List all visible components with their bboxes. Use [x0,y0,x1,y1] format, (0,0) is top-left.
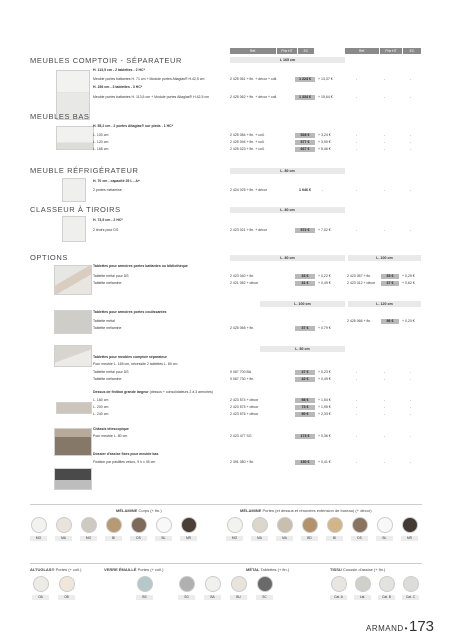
dash: - [356,188,358,192]
options-image-4 [56,402,92,414]
legend-metal [246,567,289,572]
g1-row-1-label: Tablette mélamine [93,281,122,285]
g2-row-0-ec2: + 0,20 € [402,319,415,323]
finish-swatch [30,517,47,541]
swatch-color [403,576,419,592]
classeur-row-1-price: 572 € [295,228,315,233]
legend-verre-title: VERRE ÉMAILLÉ [104,567,137,572]
g6-row-0-ref: 2 391 080 + fin. [230,460,255,464]
g3-row-1-ec: + 0,49 € [318,377,331,381]
dash: - [322,188,324,192]
g2-row-0-label: Tablette métal [93,319,115,323]
dim-options2-left: L. 100 cm [260,301,345,307]
g2-row-1-ref: 2 425 065 + fin. [230,326,255,330]
finish-swatch [354,576,371,600]
g4-row-1-ref: 2 423 575 + décor [230,405,259,409]
table-header [230,48,421,54]
bas-row-2-ref: 2 425 094 + fin. + coll. [230,140,265,144]
g2-row-1-ec: + 0,79 € [318,326,331,330]
comptoir-row-3-price: 1 334 € [295,95,315,100]
g2-row-1-price: 37 € [295,326,315,331]
section-title-options: OPTIONS [30,253,68,262]
comptoir-row-1-ref: 2 425 061 + fin. + décor + coll. [230,77,278,81]
swatch-code: BA [204,595,221,600]
g2-row-1-label: Tablette mélamine [93,326,122,330]
legend-melamine-corps-title: MÉLAMINE [116,508,138,513]
dash: - [384,188,386,192]
swatch-code: BS [136,595,153,600]
swatch-code: BL [155,536,172,541]
bas-row-0: H. 55,2 cm - 2 portes Altaglas® sur pieds - 1 HC* [93,124,174,128]
col-ec-2: EC [403,48,421,54]
swatch-color [231,576,247,592]
dash: - [410,95,412,99]
swatch-code: DS [130,536,147,541]
dash: - [384,405,386,409]
dash: - [356,460,358,464]
dash: - [384,460,386,464]
col-price: Prix HT [277,48,297,54]
g1-row-1-ec: + 0,49 € [318,281,331,285]
g4-row-2-ref: 2 423 576 + décor [230,412,259,416]
swatch-color [402,517,418,533]
g4-row-0-price: 58 € [295,398,315,403]
finish-swatch [326,517,343,541]
dim-classeur: L. 80 cm [230,207,345,213]
options-image-2 [54,310,92,334]
dash: - [384,95,386,99]
swatch-color [56,517,72,533]
swatch-code: MG [80,536,97,541]
swatch-color [352,517,368,533]
finish-swatch [226,517,243,541]
bas-row-3-price: 667 € [295,147,315,152]
dash: - [384,133,386,137]
bas-row-3-ec: + 5,46 € [318,147,331,151]
swatch-color [59,576,75,592]
swatch-code: MO [226,536,243,541]
section-title-frigo: MEUBLE RÉFRIGÉRATEUR [30,166,139,175]
finish-swatch [32,576,49,600]
g4-row-2-price: 90 € [295,412,315,417]
dim-frigo: L. 80 cm [230,168,345,174]
g3-row-1-ref: 9 067 730 + fin. [230,377,255,381]
finish-swatch [376,517,393,541]
swatch-code: Cat. B [378,595,395,600]
swatch-color [252,517,268,533]
comptoir-row-2: H. 156 cm - 3 tablettes - 3 HC* [93,85,143,89]
g1-row-0-ec2: + 0,29 € [402,274,415,278]
finish-swatch [204,576,221,600]
g1-row-1-ref: 2 421 052 + décor [230,281,259,285]
dash: - [356,147,358,151]
finish-swatch [180,517,197,541]
dash: - [356,140,358,144]
swatch-code: BD [301,536,318,541]
finish-swatch [256,576,273,600]
g3-row-0-ref: 9 067 700 BA [230,370,252,374]
swatch-code: MA [251,536,268,541]
dash: - [384,412,386,416]
finish-swatch [251,517,268,541]
legend-verre [104,567,163,572]
frigo-row-1-label: 2 portes mélamine [93,188,122,192]
swatch-code: OA [32,595,49,600]
g3-row-0-label: Tablette métal pour DS [93,370,129,374]
g4-row-0-label: L. 160 cm [93,398,109,402]
options-image-1 [54,265,92,295]
g1-row-0-ref: 2 423 040 + fin. [230,274,255,278]
dash: - [410,434,412,438]
options-group1-title: Tablettes pour armoires portes battantes ou bibliothèque [93,264,188,268]
swatch-code: Cat. C [402,595,419,600]
g4-row-2-label: L. 240 cm [93,412,109,416]
footer-bullet: • [404,624,408,633]
swatch-color [156,517,172,533]
swatch-code: MO [30,536,47,541]
bas-row-3-ref: 2 425 023 + fin. + coll. [230,147,265,151]
finish-swatch [351,517,368,541]
section-title-bas: MEUBLES BAS [30,112,90,121]
swatch-color [355,576,371,592]
classeur-row-1-ref: 2 423 021 + fin. + décor [230,228,267,232]
options-group3-title: Tablettes pour meubles comptoir séparateur [93,355,167,359]
g3-row-1-price: 42 € [295,377,315,382]
g5-row-0-ref: 2 423 477 SG [230,434,252,438]
swatch-color [33,576,49,592]
dash: - [410,460,412,464]
classeur-row-1-label: 2 tiroirs pour DS [93,228,119,232]
swatch-color [377,517,393,533]
options-group4-note: (dessus + consolidateurs 2 à 3 armoires) [149,390,213,394]
options-group4-title: Dessus de finition grande largeur [93,390,149,394]
g1-row-0-price: 33 € [295,274,315,279]
bas-row-1-ref: 2 425 084 + fin. + coll. [230,133,265,137]
bas-image [56,126,94,150]
swatch-color [81,517,97,533]
section-title-comptoir: MEUBLES COMPTOIR - SÉPARATEUR [30,56,183,65]
dash: - [410,412,412,416]
g3-row-1-label: Tablette mélamine [93,377,122,381]
frigo-row-1-ref: 2 424 025 + fin. + décor [230,188,267,192]
swatch-code: MR [180,536,197,541]
swatch-color [302,517,318,533]
dim-options-left: L. 80 cm [230,255,345,261]
swatch-code: Cat. A [330,595,347,600]
finish-swatch [130,517,147,541]
swatch-code: Lat. [354,595,371,600]
g5-row-0-ec: + 0,36 € [318,434,331,438]
g6-row-0-ec: + 0,41 € [318,460,331,464]
dash: - [410,188,412,192]
bas-row-3-label: L. 165 cm [93,147,109,151]
finish-swatch [378,576,395,600]
swatch-color [131,517,147,533]
swatch-color [257,576,273,592]
swatch-color [327,517,343,533]
swatch-color [137,576,153,592]
frigo-row-1-price: 1 046 € [299,188,311,192]
finish-swatch [155,517,172,541]
dash: - [384,434,386,438]
swatch-color [31,517,47,533]
legend-tissu [330,567,385,572]
legend-metal-note: Tablettes (+ fin.) [260,567,290,572]
swatch-color [179,576,195,592]
finish-swatch [58,576,75,600]
options-group6-title: Dossier d'assise fixes pour meuble bas [93,452,159,456]
dash: - [410,377,412,381]
legend-melamine-portes [240,508,372,513]
dash: - [356,95,358,99]
legend-melamine-corps [116,508,162,513]
g4-row-2-ec: + 2,33 € [318,412,331,416]
dash: - [384,398,386,402]
swatch-code: DS [351,536,368,541]
dash: - [356,133,358,137]
dash: - [384,228,386,232]
g1-row-1-price2: 37 € [381,281,399,286]
comptoir-row-3-ref: 2 425 062 + fin. + décor + coll. [230,95,278,99]
g5-row-0-price: 173 € [295,434,315,439]
g1-row-0-ec: + 0,22 € [318,274,331,278]
legend-melamine-portes-note: Portes (et dessus et rénovées extension de bureau) (+ décor) [262,508,372,513]
classeur-row-1-ec: + 7,02 € [318,228,331,232]
swatch-color [106,517,122,533]
swatch-code: BI [326,536,343,541]
g4-row-0-ref: 2 423 574 + décor [230,398,259,402]
finish-swatch [136,576,153,600]
dash: - [384,377,386,381]
footer-brand: ARMAND [366,624,404,633]
swatch-code: MR [401,536,418,541]
dim-options3: L. 80 cm [260,346,345,352]
legend-verre-note: Portes (+ coll.) [137,567,164,572]
dash: - [356,412,358,416]
swatch-color [181,517,197,533]
g6-row-0-label: Fixation par pastilles velcro, 9 h x 45 cm [93,460,156,464]
comptoir-row-1-ec: + 13,37 € [318,77,333,81]
dash: - [410,133,412,137]
col-ref: Réf. [230,48,276,54]
dash: - [410,398,412,402]
col-price-2: Prix HT [380,48,402,54]
dim-comptoir: L 165 cm [230,57,345,63]
legend-melamine-corps-note: Corps (+ fin.) [138,508,162,513]
dash: - [410,147,412,151]
finish-swatch [276,517,293,541]
g3-row-0-price: 47 € [295,370,315,375]
options-group5-title: Châssis télescopique [93,427,129,431]
legend-altuglas-note: Portes (+ coll.) [55,567,82,572]
dash: - [356,77,358,81]
bas-row-2-ec: + 3,90 € [318,140,331,144]
dash: - [384,77,386,81]
classeur-image [62,216,86,242]
footer [366,618,434,635]
bas-row-1-price: 528 € [295,133,315,138]
dash: - [384,147,386,151]
finish-swatch [301,517,318,541]
swatch-color [331,576,347,592]
dim-options-right: L. 100 cm [348,255,421,261]
swatch-code: MA [276,536,293,541]
legend-metal-title: MÉTAL [246,567,260,572]
finish-swatch [178,576,195,600]
bas-row-2-label: L. 120 cm [93,140,109,144]
g1-row-1-ec2: + 0,62 € [402,281,415,285]
swatch-code: BI [105,536,122,541]
g6-row-0-price: 150 € [295,460,315,465]
dash: - [356,377,358,381]
comptoir-row-0: H. 113,5 cm - 2 tablettes - 2 HC* [93,68,145,72]
g4-row-0-ec: + 1,54 € [318,398,331,402]
finish-swatch [105,517,122,541]
dash: - [410,140,412,144]
dash: - [410,370,412,374]
frigo-row-0: H. 70 cm - capacité 25 L - A+ [93,179,140,183]
options-image-5 [54,428,92,456]
legend-melamine-portes-title: MÉLAMINE [240,508,262,513]
options-group4-title-wrap [93,390,213,395]
finish-swatch [402,576,419,600]
finish-swatch [401,517,418,541]
frigo-image [62,178,86,202]
legend-altuglas [30,567,81,572]
options-group3-subtitle: Pour meuble L. 165 cm, nécessite 2 tablettes L. 80 cm [93,362,178,366]
options-image-3 [54,345,92,367]
finish-swatch [80,517,97,541]
swatch-code: BU [230,595,247,600]
finish-separator [30,504,422,505]
g2-row-0-ref2: 2 425 066 + fin. [347,319,372,323]
dash: - [410,405,412,409]
dash: - [356,434,358,438]
swatch-code: SG [178,595,195,600]
bas-row-1-label: L. 100 cm [93,133,109,137]
options-image-6 [54,468,92,490]
swatch-color [205,576,221,592]
g1-row-1-price: 31 € [295,281,315,286]
g1-row-1-ref2: 2 423 012 + décor [347,281,376,285]
swatch-code: SC [256,595,273,600]
dash: - [384,370,386,374]
comptoir-row-3-ec: + 15,64 € [318,95,333,99]
dash: - [356,228,358,232]
legend-altuglas-title: ALTUGLAS® [30,567,55,572]
finish-swatch [330,576,347,600]
swatch-code: MA [55,536,72,541]
g1-row-0-label: Tablette métal pour DS [93,274,129,278]
finish-swatch [55,517,72,541]
col-ref-2: Réf. [345,48,379,54]
options-group2-title: Tablettes pour armoires portes coulissantes [93,310,167,314]
swatch-code: BL [376,536,393,541]
g5-row-0-label: Pour meuble L. 80 cm [93,434,128,438]
swatch-color [379,576,395,592]
swatch-code: OB [58,595,75,600]
dash: - [410,77,412,81]
g2-row-0-price2: 56 € [381,319,399,324]
comptoir-row-1-price: 1 224 € [295,77,315,82]
dash: - [410,228,412,232]
dash: - [322,319,324,323]
page-number: 173 [408,618,435,635]
col-ec: EC [298,48,314,54]
bas-row-2-price: 577 € [295,140,315,145]
finish-swatch [230,576,247,600]
bas-row-1-ec: + 3,24 € [318,133,331,137]
g1-row-0-ref2: 2 423 057 + fin. [347,274,372,278]
section-title-classeur: CLASSEUR À TIROIRS [30,205,121,214]
dash: - [356,405,358,409]
dash: - [356,370,358,374]
legend-tissu-title: TISSU [330,567,342,572]
finish-separator-2 [30,563,422,564]
classeur-row-0: H. 73,5 cm - 2 HC* [93,218,123,222]
comptoir-row-3-label: Meuble portes battantes H. 113,5 cm + Module portes Altaglas® H.42,5 cm [93,95,210,99]
swatch-color [227,517,243,533]
dim-options2-right: L. 120 cm [348,301,421,307]
g3-row-0-ec: + 0,23 € [318,370,331,374]
dash: - [356,398,358,402]
swatch-color [277,517,293,533]
g4-row-1-ec: + 1,95 € [318,405,331,409]
g4-row-1-price: 73 € [295,405,315,410]
g4-row-1-label: L. 200 cm [93,405,109,409]
g1-row-0-price2: 53 € [381,274,399,279]
legend-tissu-note: Coussin d'assise (+ fin.) [342,567,386,572]
dash: - [384,140,386,144]
comptoir-row-1-label: Meuble portes battantes H. 71 cm + Module portes Altaglas® H.42,5 cm [93,77,205,81]
